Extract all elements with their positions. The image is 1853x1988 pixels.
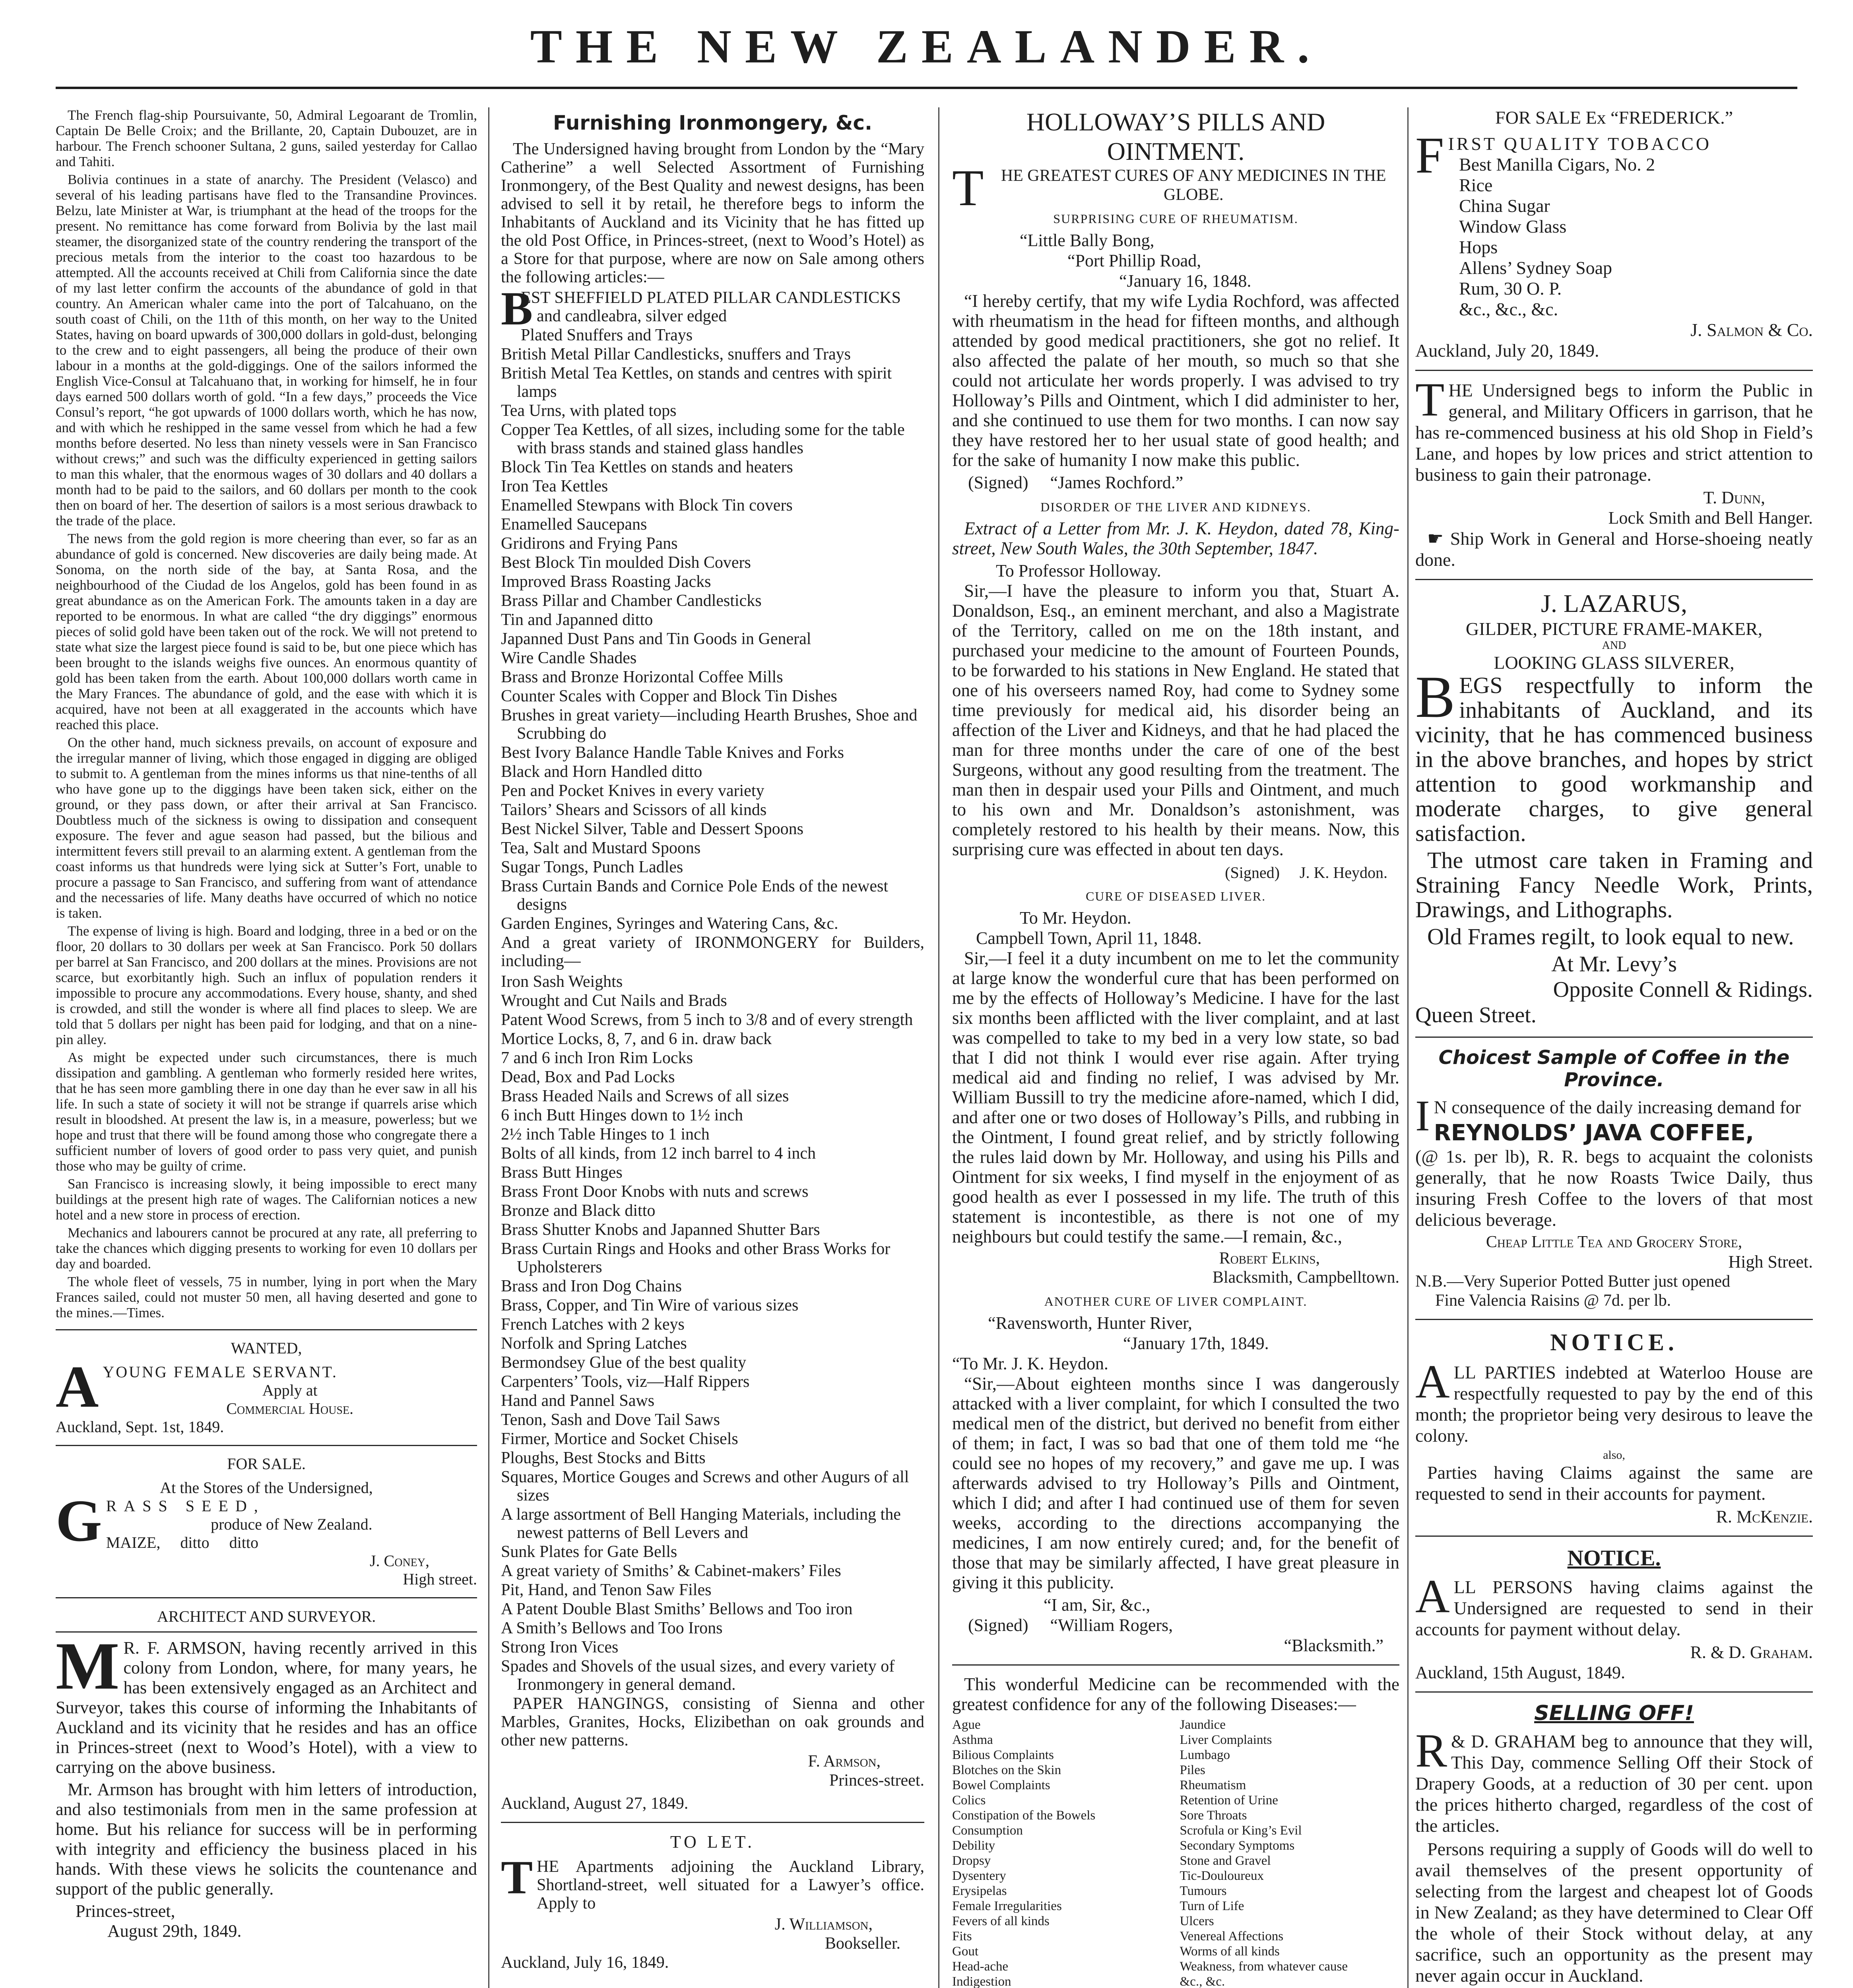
ironmongery-item: British Metal Pillar Candlesticks, snuffers and Trays (501, 345, 851, 363)
ironmongery-item: Japanned Dust Pans and Tin Goods in General (501, 630, 811, 648)
coffee-nb: Fine Valencia Raisins @ 7d. per lb. (1435, 1291, 1671, 1310)
forsale-signature: J. Coney, (369, 1552, 429, 1570)
case-to: To Mr. Heydon. (1020, 908, 1131, 928)
lazarus-address: Opposite Connell & Ridings. (1553, 977, 1813, 1002)
dropcap: T (501, 1851, 533, 1904)
ailment-item: Worms of all kinds (1180, 1944, 1280, 1959)
ailment-item: &c., &c. (1180, 1974, 1225, 1988)
forsale-signature: High street. (403, 1570, 477, 1588)
ironmongery-date: Auckland, August 27, 1849. (501, 1794, 689, 1813)
builders-item: 7 and 6 inch Iron Rim Locks (501, 1049, 693, 1067)
newspaper-title: THE NEW ZEALANDER. (530, 20, 1323, 73)
ironmongery-signature: F. Armson, (808, 1752, 881, 1771)
news-paragraph: The French flag-ship Poursuivante, 50, Admiral Legoarant de Tromlin, Captain De Belle Croix; and the Brillante, 20, Captain Dubouzet, are in harbour. The French schooner Sultana, 2 guns, sailed yesterday for Callao and Tahiti. (56, 107, 477, 169)
ailment-item: Erysipelas (952, 1884, 1007, 1898)
notice-body: LL PARTIES indebted at Waterloo House are respectfully requested to pay by the end of this month; the proprietor being very desirous to leave the colony. (1415, 1362, 1813, 1446)
architect-body: Mr. Armson has brought with him letters of introduction, and also testimonials from men in the same profession at home. But his reliance for success will be in performing with integrity and efficiency the business placed in his hands. With these views he solicits the countenance and support of the public generally. (56, 1780, 477, 1899)
architect-date: August 29th, 1849. (107, 1921, 242, 1941)
architect-heading: ARCHITECT AND SURVEYOR. (157, 1607, 376, 1625)
ironmongery-item: Brass Curtain Bands and Cornice Pole Ends of the newest designs (501, 877, 888, 914)
selling-body: & D. GRAHAM beg to announce that they will, This Day, commence Selling Off their Stock of Drapery Goods, at a reduction of 30 per cent. upon the prices hitherto charged, regardless of the cost of the articles. (1415, 1731, 1813, 1836)
ailment-item: Jaundice (1180, 1718, 1226, 1732)
notice-body: Parties having Claims against the same are requested to send in their accounts for payment. (1415, 1462, 1813, 1504)
ailment-item: Sore Throats (1180, 1808, 1247, 1823)
frederick-ad (1415, 107, 1813, 361)
builders-item: 2½ inch Table Hinges to 1 inch (501, 1125, 710, 1143)
column-4 (1415, 107, 1813, 1988)
lazarus-and: AND (1602, 639, 1626, 652)
news-paragraph: The expense of living is high. Board and lodging, three in a bed or on the floor, 20 dollars to 30 dollars per week at San Francisco. Pork 50 dollars per barrel at San Francisco, and 200 dollars at the mines. Provisions are not scarce, but exorbitantly high. Such an influx of population renders it impossible to procure any accommodations. Every house, shanty, and shed is crowded, and still the wonder is where all find places to sleep. We are told that 5 dollars per night has been paid for lodging, and that on a nine-pin alley. (56, 923, 477, 1047)
ailment-item: Female Irregularities (952, 1899, 1062, 1913)
ailment-item: Gout (952, 1944, 978, 1959)
dunn-ad (1415, 373, 1813, 570)
frederick-item: Best Manilla Cigars, No. 2 (1459, 154, 1655, 175)
builders-item: A Patent Double Blast Smiths’ Bellows and Too iron (501, 1600, 853, 1618)
forsale-line: produce of New Zealand. (211, 1515, 373, 1533)
lazarus-line: LOOKING GLASS SILVERER, (1494, 652, 1735, 673)
ironmongery-item: Gridirons and Frying Pans (501, 534, 678, 553)
news-paragraph: On the other hand, much sickness prevails, on account of exposure and the irregular manner of living, which those engaged in digging are obliged to submit to. A gentleman from the mines informs us that nine-tenths of all who have gone up to the diggings have been taken sick, either on the ground, or they pass down, or after their arrival at San Francisco. Doubtless much of the sickness is owing to dissipation and consequent exposure. The fever and ague season had passed, but the bilious and intermittent fevers still prevail to an alarming extent. A gentleman from the coast informs us that hundreds were lying sick at Sutter’s Fort, unable to procure a passage to San Francisco, and suffering from want of attendance and the necessaries of life. Many deaths have occurred of which no notice is taken. (56, 735, 477, 921)
notice-ad (1415, 1329, 1813, 1527)
case-signature: (Signed) J. K. Heydon. (1225, 864, 1387, 881)
builders-item: Bermondsey Glue of the best quality (501, 1353, 747, 1372)
ironmongery-item: Tailors’ Shears and Scissors of all kinds (501, 801, 767, 819)
holloway-heading: HOLLOWAY’S PILLS AND (1026, 108, 1325, 136)
ailment-item: Dropsy (952, 1854, 991, 1868)
forsale-heading: FOR SALE. (227, 1455, 306, 1473)
case-to: To Professor Holloway. (996, 561, 1161, 580)
dunn-signature: T. Dunn, (1703, 488, 1765, 507)
forsale-line: MAIZE, ditto ditto (106, 1534, 259, 1551)
builders-heading: And a great variety of IRONMONGERY for Builders, including— (501, 934, 924, 970)
news-paragraph: As might be expected under such circumstances, there is much dissipation and gambling. A gentleman who formerly resided here writes, that he has seen more gambling there in one day than he ever saw in all his life. In such a state of society it will not be strange if quarrels arise which result in bloodshed. At present the law is, in a measure, powerless; but we hope and trust that there will be found among those who congregate there a sufficient number of lovers of good order to pass very quiet, and punish those who may be guilty of crime. (56, 1050, 477, 1174)
builders-item: Brass Shutter Knobs and Japanned Shutter Bars (501, 1221, 820, 1239)
ironmongery-item: Counter Scales with Copper and Block Tin Dishes (501, 687, 837, 705)
frederick-items (1415, 154, 1813, 320)
ironmongery-heading: Furnishing Ironmongery, &c. (553, 111, 872, 134)
coffee-nb: N.B.—Very Superior Potted Butter just opened (1415, 1272, 1731, 1291)
news-paragraph: Bolivia continues in a state of anarchy. The President (Velasco) and several of his leading partisans have fled to the Transandine Provinces. Belzu, late Minister at War, is triumphant at the head of the troops for the present. No remittance has come forward from Bolivia by the last mail steamer, the disorganized state of the country rendering the transport of the precious metals from the interior to the coast too hazardous to be attempted. All the accounts received at Chili from California since the date of my last letter confirm the accounts of the abundance of gold in that country. An American whaler came into the port of Talcahuano, on the south coast of Chili, on the 11th of this month, on her way to the United States, having on board upwards of 300,000 dollars in gold-dust, belonging to the crew and to eight passengers, all being the produce of their own labour in a months at the gold-diggings. One of the sailors informed the English Vice-Consul at Talcahuano that, in working for himself, he in four days earned 500 dollars worth of gold. “In a few days,” proceeds the Vice Consul’s report, “he got upwards of 1000 dollars worth, which he has now, and with which he reshipped in the same vessel from which he had a few months before deserted. No less than ninety vessels were in San Francisco without crews;” and such was the difficulty experienced in getting sailors to man this whaler, that the enormous wages of 30 dollars and 40 dollars a month had to be paid to the sailors, and 60 dollars per month to the cook then on board of her. The desertion of sailors is a most serious drawback to the trade of the place. (56, 172, 477, 528)
ailment-item: Rheumatism (1180, 1778, 1246, 1792)
lazarus-body: Old Frames regilt, to look equal to new. (1427, 924, 1794, 949)
lazarus-heading: J. LAZARUS, (1541, 589, 1688, 617)
case-title: SURPRISING CURE OF RHEUMATISM. (1053, 212, 1298, 226)
selling-heading: SELLING OFF! (1534, 1701, 1694, 1725)
coffee-heading: Choicest Sample of Coffee in the Province. (1438, 1046, 1790, 1091)
ailment-item: Indigestion (952, 1974, 1011, 1988)
ironmongery-item: Brass and Bronze Horizontal Coffee Mills (501, 668, 783, 686)
ironmongery-item: Garden Engines, Syringes and Watering Cans, &c. (501, 914, 838, 933)
selling-off-ad (1415, 1701, 1813, 1988)
notice-date: Auckland, 15th August, 1849. (1415, 1663, 1625, 1682)
ironmongery-item: EST SHEFFIELD PLATED PILLAR CANDLESTICKS and candleabra, silver edged (521, 289, 901, 325)
case-date: “January 17th, 1849. (1123, 1334, 1269, 1353)
ailment-item: Fits (952, 1929, 972, 1943)
dunn-signature: Lock Smith and Bell Hanger. (1608, 508, 1813, 528)
wanted-heading: WANTED, (231, 1339, 302, 1357)
divider (1415, 1037, 1813, 1038)
coffee-body: (@ 1s. per lb), R. R. begs to acquaint the colonists generally, that he now Roasts Twice Daily, thus insuring Fresh Coffee to the lovers of that most delicious beverage. (1415, 1146, 1813, 1230)
case-date: Campbell Town, April 11, 1848. (976, 928, 1202, 948)
coffee-ad (1415, 1046, 1813, 1310)
dropcap: A (1415, 1355, 1450, 1408)
dropcap: I (1415, 1091, 1430, 1140)
divider (1415, 1319, 1813, 1320)
dropcap: A (56, 1354, 99, 1420)
holloway-wonder: This wonderful Medicine can be recommended with the greatest confidence for any of the following Diseases:— (952, 1674, 1399, 1714)
ailment-item: Tumours (1180, 1884, 1227, 1898)
ailment-item: Ulcers (1180, 1914, 1214, 1928)
dropcap: T (1415, 373, 1445, 426)
builders-item: Hand and Pannel Saws (501, 1392, 655, 1410)
frederick-item: China Sugar (1459, 196, 1550, 216)
ironmongery-item: Enamelled Saucepans (501, 515, 647, 534)
builders-item: A large assortment of Bell Hanging Materials, including the newest patterns of Bell Levers and (501, 1505, 901, 1542)
ailment-item: Stone and Gravel (1180, 1854, 1271, 1868)
divider (56, 1445, 477, 1446)
selling-body: Persons requiring a supply of Goods will do well to avail themselves of the present opportunity of selecting from the largest and cheapest lot of Goods in New Zealand; as they have determined to Clear Off the whole of their Stock without delay, at any sacrifice, such an opportunity as the present may never again occur in Auckland. (1415, 1839, 1813, 1986)
ailment-item: Secondary Symptoms (1180, 1839, 1295, 1853)
column-rule (488, 107, 489, 1988)
ironmongery-item: Sugar Tongs, Punch Ladles (501, 858, 683, 876)
ironmongery-item: Copper Tea Kettles, of all sizes, including some for the table with brass stands and stained glass handles (501, 421, 905, 457)
ironmongery-item: Brushes in great variety—including Hearth Brushes, Shoe and Scrubbing do (501, 706, 918, 743)
coffee-street: High Street. (1728, 1252, 1813, 1272)
ironmongery-signature: Princes-street. (829, 1771, 924, 1790)
ailment-item: Consumption (952, 1823, 1023, 1838)
builders-item: Dead, Box and Pad Locks (501, 1068, 675, 1086)
notice-signature: R. & D. Graham. (1690, 1642, 1813, 1662)
ailment-item: Blotches on the Skin (952, 1763, 1061, 1777)
case-to: “To Mr. J. K. Heydon. (952, 1354, 1108, 1373)
forsale-ad (56, 1455, 477, 1588)
frederick-signature: J. Salmon & Co. (1690, 320, 1813, 340)
ironmongery-item: Enamelled Stewpans with Block Tin covers (501, 496, 793, 514)
tolet-heading: TO LET. (670, 1832, 755, 1852)
ailment-item: Asthma (952, 1733, 993, 1747)
case-extract: Extract of a Letter from Mr. J. K. Heydon, dated 78, King-street, New South Wales, the 30th September, 1847. (952, 518, 1399, 558)
ironmongery-item: Best Ivory Balance Handle Table Knives and Forks (501, 744, 844, 762)
ironmongery-item: Tea Urns, with plated tops (501, 402, 677, 420)
ailment-item: Tic-Douloureux (1180, 1869, 1264, 1883)
tolet-date: Auckland, July 16, 1849. (501, 1953, 669, 1972)
builders-item: Sunk Plates for Gate Bells (501, 1543, 677, 1561)
divider (1415, 1691, 1813, 1693)
divider (1415, 579, 1813, 580)
column-rule (938, 107, 939, 1988)
case-signature: Robert Elkins, (1219, 1249, 1320, 1268)
builders-item: Wrought and Cut Nails and Brads (501, 992, 727, 1010)
ailment-item: Weakness, from whatever cause (1180, 1959, 1348, 1974)
coffee-intro: N consequence of the daily increasing demand for (1434, 1097, 1801, 1117)
tolet-ad (501, 1832, 924, 1972)
ailment-item: Ague (952, 1718, 981, 1732)
notice-signature: R. McKenzie. (1716, 1507, 1813, 1526)
ironmongery-item: Tea, Salt and Mustard Spoons (501, 839, 701, 857)
divider (56, 1329, 477, 1330)
wanted-line: YOUNG FEMALE SERVANT. (103, 1363, 338, 1381)
notice-heading: NOTICE. (1567, 1546, 1661, 1571)
ironmongery-item: Tin and Japanned ditto (501, 611, 653, 629)
column-1 (56, 107, 477, 1988)
builders-item: Mortice Locks, 8, 7, and 6 in. draw back (501, 1030, 772, 1048)
ironmongery-item: Pen and Pocket Knives in every variety (501, 782, 764, 800)
case-body: “I hereby certify, that my wife Lydia Rochford, was affected with rheumatism in the head for fifteen months, and although attended by good medical practitioners, she got no relief. It also affected the palate of her mouth, so much so that she could not articulate her words properly. I was advised to try Holloway’s Pills and Ointment, which I did administer to her, and she continued to use them for two months. I can now say they have restored her to her usual state of good health; and for the sake of humanity I now make this public. (952, 291, 1399, 470)
forsale-intro: At the Stores of the Undersigned, (160, 1479, 373, 1497)
divider (501, 1822, 924, 1823)
tolet-signature: Bookseller. (825, 1934, 900, 1953)
architect-body: R. F. ARMSON, having recently arrived in this colony from London, where, for many years, he has been extensively engaged as an Architect and Surveyor, takes this course of informing the Inhabitants of Auckland and its vicinity that he resides and has an office in Princes-street (next to Wood’s Hotel), with a view to carrying on the above business. (56, 1638, 477, 1777)
ironmongery-item: Plated Snuffers and Trays (521, 326, 693, 344)
ironmongery-item: British Metal Tea Kettles, on stands and centres with spirit lamps (501, 364, 892, 401)
builders-item: Bolts of all kinds, from 12 inch barrel to 4 inch (501, 1144, 816, 1163)
builders-item: Pit, Hand, and Tenon Saw Files (501, 1581, 712, 1599)
case-place: “Little Bally Bong, (1020, 231, 1154, 250)
dropcap: B (1415, 664, 1455, 730)
builders-item: A Smith’s Bellows and Too Irons (501, 1619, 723, 1637)
ailments-list (952, 1717, 1399, 1988)
notice-heading: NOTICE. (1550, 1329, 1678, 1355)
column-rule (1407, 107, 1409, 1988)
news-paragraph: The news from the gold region is more cheering than ever, so far as an abundance of gold is concerned. New discoveries are daily being made. At Sonoma, on the north side of the bay, at Santa Rosa, and the neighbourhood of the Ciudad de los Angelos, gold has been found in as great abundance as on the American Fork. The amounts taken in a day are reported to be enormous. In what are called “the dry diggings” enormous pieces of solid gold have been taken out of the rock. We will not pretend to state what size the largest piece found is said to be, but one piece which has been brought to the islands weighs five ounces. An enormous quantity of gold has been taken from the earth. About 100,000 dollars worth came in the Mary Frances. The abundance of gold, and the ease with which it is acquired, have not been at all exaggerated in the accounts which have reached this place. (56, 531, 477, 732)
divider (1415, 370, 1813, 371)
builders-item: Brass Curtain Rings and Hooks and other Brass Works for Upholsterers (501, 1240, 891, 1276)
masthead-rule (56, 87, 1797, 89)
holloway-heading: OINTMENT. (1107, 137, 1245, 165)
frederick-date: Auckland, July 20, 1849. (1415, 340, 1599, 361)
ailment-item: Turn of Life (1180, 1899, 1244, 1913)
case-title: ANOTHER CURE OF LIVER COMPLAINT. (1044, 1294, 1308, 1309)
frederick-item: Hops (1459, 237, 1498, 257)
ironmongery-item: Block Tin Tea Kettles on stands and heaters (501, 458, 793, 476)
builders-item: Norfolk and Spring Latches (501, 1334, 687, 1353)
builders-item: Brass Front Door Knobs with nuts and screws (501, 1182, 809, 1201)
ailment-item: Lumbago (1180, 1748, 1230, 1762)
case-place: “Port Phillip Road, (1067, 251, 1201, 270)
case-title: CURE OF DISEASED LIVER. (1085, 889, 1266, 903)
holloway-subheading: HE GREATEST CURES OF ANY MEDICINES IN THE GLOBE. (1001, 167, 1386, 204)
case-body: Sir,—I have the pleasure to inform you that, Stuart A. Donaldson, Esq., an eminent merchant, and also a Magistrate of the Territory, called on me on the 18th instant, and purchased your medicine to the amount of Fourteen Pounds, to be forwarded to his stations in New England. He stated that one of his overseers named Roy, had come to Sydney some time previously for medical aid, his disorder being an affection of the Liver and Kidneys, and that he had placed the man for three months under the care of one of the best Surgeons, without any good resulting from the treatment. The man then in despair used your Pills and Ointment, and much to his own and Mr. Donaldson’s astonishment, was completely restored to his health by their means. Now, this surprising cure was effected in about ten days. (952, 581, 1399, 859)
divider (56, 1597, 477, 1598)
dunn-body: HE Undersigned begs to inform the Public in general, and Military Officers in garrison, that he has re-commenced business at his old Shop in Field’s Lane, and hopes by low prices and strict attention to business to gain their patronage. (1415, 380, 1813, 485)
case-date: “January 16, 1848. (1119, 271, 1252, 291)
builders-item: Brass Headed Nails and Screws of all sizes (501, 1087, 789, 1105)
ailment-item: Piles (1180, 1763, 1205, 1777)
news-paragraph: The whole fleet of vessels, 75 in number, lying in port when the Mary Frances sailed, could not muster 50 men, all having deserted and gone to the mines.—Times. (56, 1274, 477, 1320)
case-title: DISORDER OF THE LIVER AND KIDNEYS. (1040, 500, 1311, 514)
case-signature: (Signed) “William Rogers, (968, 1615, 1173, 1635)
case-body: “Sir,—About eighteen months since I was dangerously attacked with a liver complaint, for which I consulted the two medical men of the district, but derived no benefit from either of them; in fact, I was so bad that one of them told me “he could see no hopes of my recovery,” and gave me up. I was afterwards advised to try Holloway’s Pills and Ointment, which I did; and after I had continued use of them for seven weeks, according to the directions accompanying the medicines, I am now entirely cured; and, for the benefit of those that may be similarly affected, I have great pleasure in giving it this publicity. (952, 1374, 1399, 1592)
column-2 (501, 107, 924, 1988)
ailment-item: Liver Complaints (1180, 1733, 1272, 1747)
dropcap: G (56, 1488, 102, 1554)
case-signature: “Blacksmith.” (1284, 1636, 1383, 1655)
lazarus-body: The utmost care taken in Framing and Straining Fancy Needle Work, Prints, Drawings, and Lithographs. (1415, 847, 1813, 922)
ironmongery-item: Iron Tea Kettles (501, 477, 608, 495)
coffee-store: Cheap Little Tea and Grocery Store, (1486, 1233, 1742, 1251)
dropcap: F (1415, 127, 1444, 184)
ironmongery-item: Best Block Tin moulded Dish Covers (501, 553, 751, 572)
lazarus-address: At Mr. Levy’s (1551, 952, 1677, 977)
tolet-signature: J. Williamson, (774, 1915, 873, 1934)
wanted-line: Apply at (262, 1381, 318, 1399)
dropcap: M (56, 1629, 120, 1703)
ironmongery-item: Wire Candle Shades (501, 649, 637, 667)
dropcap: B (501, 282, 533, 335)
tolet-body: HE Apartments adjoining the Auckland Library, Shortland-street, well situated for a Lawyer’s office. Apply to (537, 1858, 924, 1912)
divider (1415, 1536, 1813, 1537)
dropcap: R (1415, 1724, 1447, 1777)
builders-item: Strong Iron Vices (501, 1638, 619, 1656)
ailment-item: Bowel Complaints (952, 1778, 1050, 1792)
frederick-item: Allens’ Sydney Soap (1459, 258, 1612, 278)
ailment-item: Dysentery (952, 1869, 1006, 1883)
wanted-date: Auckland, Sept. 1st, 1849. (56, 1418, 224, 1436)
notice-also: also, (1603, 1448, 1625, 1462)
frederick-item: &c., &c., &c. (1459, 299, 1558, 319)
ironmongery-item: Black and Horn Handled ditto (501, 763, 702, 781)
coffee-brand: REYNOLDS’ JAVA COFFEE, (1434, 1120, 1754, 1146)
notice-ad (1415, 1545, 1813, 1683)
ailment-item: Venereal Affections (1180, 1929, 1284, 1943)
divider (952, 1664, 1399, 1666)
wanted-line: Commercial House. (226, 1400, 354, 1417)
ironmongery-item: Best Nickel Silver, Table and Dessert Spoons (501, 820, 803, 838)
architect-place: Princes-street, (76, 1901, 175, 1921)
builders-item: Bronze and Black ditto (501, 1202, 656, 1220)
dunn-note-text: Ship Work in General and Horse-shoeing neatly done. (1415, 528, 1813, 570)
builders-item: Brass Butt Hinges (501, 1163, 623, 1182)
dunn-note (1415, 528, 1813, 570)
ailment-item: Bilious Complaints (952, 1748, 1054, 1762)
ailment-item: Head-ache (952, 1959, 1009, 1974)
builders-item: Firmer, Mortice and Socket Chisels (501, 1430, 738, 1448)
dropcap: A (1415, 1570, 1450, 1623)
ironmongery-intro: The Undersigned having brought from London by the “Mary Catherine” a well Selected Assortment of Furnishing Ironmongery, of the Best Quality and newest designs, has been advised to sell it by retail, he therefore begs to inform the Inhabitants of Auckland and its Vicinity that he has fitted up the old Post Office, in Princes-street, (next to Wood’s Hotel) as a Store for that purpose, where are now on Sale among others the following articles:— (501, 140, 924, 286)
wanted-ad (56, 1339, 477, 1436)
ironmongery-list (501, 282, 924, 933)
builders-item: Iron Sash Weights (501, 973, 623, 991)
dropcap: T (952, 159, 984, 217)
builders-item: Patent Wood Screws, from 5 inch to 3/8 and of every strength (501, 1011, 913, 1029)
builders-item: 6 inch Butt Hinges down to 1½ inch (501, 1106, 743, 1124)
lazarus-address: Queen Street. (1415, 1003, 1537, 1027)
ailment-item: Debility (952, 1839, 995, 1853)
ailment-item: Constipation of the Bowels (952, 1808, 1096, 1823)
lazarus-line: GILDER, PICTURE FRAME-MAKER, (1465, 619, 1763, 639)
frederick-item: Rum, 30 O. P. (1459, 278, 1562, 299)
ailment-item: Fevers of all kinds (952, 1914, 1050, 1928)
paper-hangings: PAPER HANGINGS, consisting of Sienna and other Marbles, Granites, Hocks, Elizibethan on oak grounds and other new patterns. (501, 1695, 924, 1749)
builders-item: Brass and Iron Dog Chains (501, 1277, 682, 1295)
notice-body: LL PERSONS having claims against the Undersigned are requested to send in their accounts for payment without delay. (1415, 1577, 1813, 1639)
builders-item: Tenon, Sash and Dove Tail Saws (501, 1411, 720, 1429)
forsale-line: RASS SEED, (106, 1497, 265, 1515)
frederick-line: IRST QUALITY TOBACCO (1448, 134, 1711, 154)
case-close: “I am, Sir, &c., (1044, 1595, 1151, 1615)
architect-ad (56, 1607, 477, 1941)
builders-item: Carpenters’ Tools, viz—Half Rippers (501, 1373, 750, 1391)
pointing-hand-icon: ☛ (1427, 528, 1450, 549)
news-paragraph: San Francisco is increasing slowly, it being impossible to erect many buildings at the present high rate of wages. The Californian notices a new hotel and a new store in process of erection. (56, 1176, 477, 1223)
case-signature: Blacksmith, Campbelltown. (1212, 1268, 1399, 1287)
frederick-item: Window Glass (1459, 216, 1567, 237)
lazarus-body: EGS respectfully to inform the inhabitants of Auckland, and its vicinity, that he has commenced business in the above branches, and hopes by strict attention to good workmanship and moderate charges, to give general satisfaction. (1415, 672, 1813, 846)
builders-item: Brass, Copper, and Tin Wire of various sizes (501, 1296, 799, 1314)
frederick-heading: FOR SALE Ex “FREDERICK.” (1495, 107, 1733, 128)
ailment-item: Scrofula or King’s Evil (1180, 1823, 1302, 1838)
frederick-item: Rice (1459, 175, 1493, 195)
column-3 (952, 107, 1399, 1988)
case-signature: (Signed) “James Rochford.” (968, 473, 1184, 492)
ironmongery-item: Improved Brass Roasting Jacks (501, 573, 711, 591)
ironmongery-item: Brass Pillar and Chamber Candlesticks (501, 592, 762, 610)
builders-item: Ploughs, Best Stocks and Bitts (501, 1449, 706, 1467)
builders-item: Spades and Shovels of the usual sizes, and every variety of Ironmongery in general demand. (501, 1657, 895, 1694)
news-paragraph: Mechanics and labourers cannot be procured at any rate, all preferring to take the chances which digging presents to working for even 10 dollars per day and boarded. (56, 1225, 477, 1272)
case-place: “Ravensworth, Hunter River, (988, 1313, 1192, 1333)
builders-list (501, 973, 924, 1694)
masthead (0, 0, 1853, 95)
builders-item: French Latches with 2 keys (501, 1315, 685, 1334)
case-body: Sir,—I feel it a duty incumbent on me to let the community at large know the wonderful cure that has been performed on me by the effects of Holloway’s Medicine. I have for the last six months been afflicted with the liver complaint, and at last was compelled to take to my bed in a very low state, so bad that I did not think I would ever rise again. After trying medical aid and finding no relief, I was advised by Mr. William Bussill to try the medicine afore-named, which I did, and after one or two doses of Holloway’s Pills, and rubbing in the Ointment, I found great relief, and by strictly following the rules laid down by Mr. Holloway, and using his Pills and Ointment for six weeks, I find myself in the enjoyment of as good health as ever I possessed in my life. The truth of this statement is incontestible, as there is not one of my neighbours but could testify the same.—I remain, &c., (952, 948, 1399, 1246)
ailment-item: Retention of Urine (1180, 1793, 1278, 1807)
builders-item: Squares, Mortice Gouges and Screws and other Augurs of all sizes (501, 1468, 909, 1505)
lazarus-ad (1415, 589, 1813, 1028)
builders-item: A great variety of Smiths’ & Cabinet-makers’ Files (501, 1562, 841, 1580)
ailment-item: Colics (952, 1793, 986, 1807)
